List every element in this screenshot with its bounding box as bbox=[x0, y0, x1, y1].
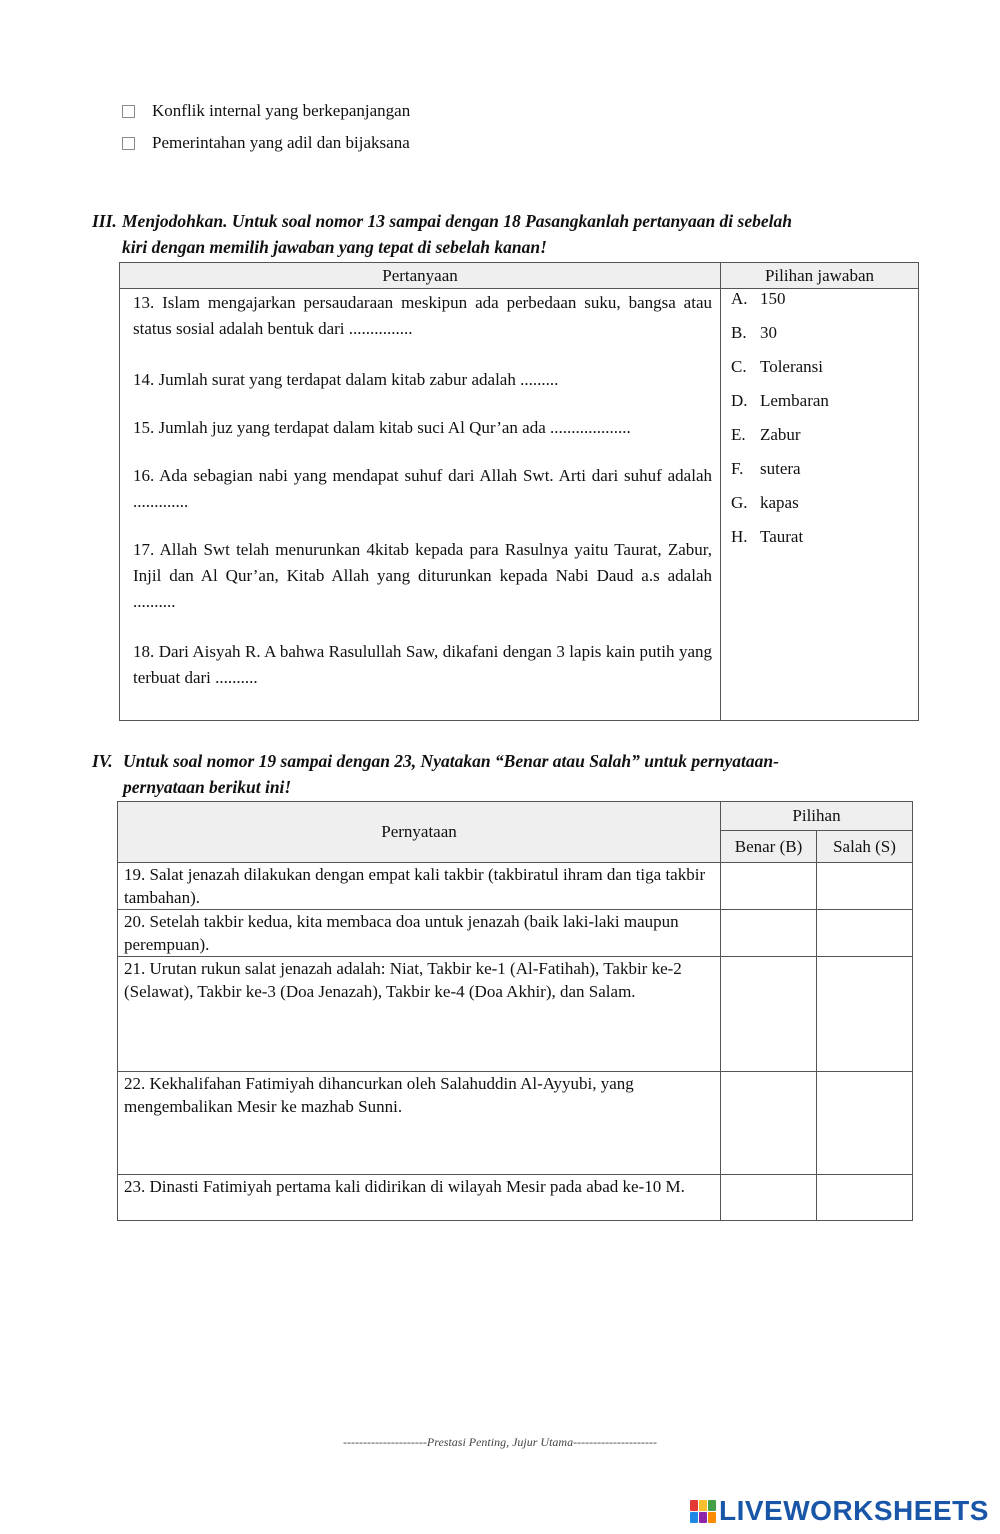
section-number: III. bbox=[92, 211, 117, 231]
answer-option[interactable]: F. sutera bbox=[731, 459, 801, 478]
logo-block bbox=[708, 1500, 716, 1511]
checkbox[interactable] bbox=[122, 105, 135, 118]
column-header: Pilihan bbox=[721, 802, 913, 831]
logo-block bbox=[699, 1500, 707, 1511]
salah-answer-cell[interactable] bbox=[817, 957, 913, 1072]
benar-answer-cell[interactable] bbox=[721, 863, 817, 910]
option-item[interactable] bbox=[122, 101, 410, 121]
logo-block bbox=[699, 1512, 707, 1523]
statement-cell: 19. Salat jenazah dilakukan dengan empat kali takbir (takbiratul ihram dan tiga takbir tambahan). bbox=[118, 863, 721, 910]
answer-option[interactable]: C. Toleransi bbox=[731, 357, 824, 376]
salah-answer-cell[interactable] bbox=[817, 863, 913, 910]
checkbox[interactable] bbox=[122, 137, 135, 150]
question-item[interactable]: 13. Islam mengajarkan persaudaraan meskipun ada perbedaan suku, bangsa atau status sosial adalah bentuk dari ............... bbox=[133, 293, 712, 338]
salah-answer-cell[interactable] bbox=[817, 1175, 913, 1221]
benar-answer-cell[interactable] bbox=[721, 910, 817, 957]
column-header: Benar (B) bbox=[721, 831, 817, 863]
table-row bbox=[118, 863, 913, 910]
statement-cell: 23. Dinasti Fatimiyah pertama kali didirikan di wilayah Mesir pada abad ke-10 M. bbox=[118, 1175, 721, 1221]
heading-line: Untuk soal nomor 19 sampai dengan 23, Nyatakan “Benar atau Salah” untuk pernyataan- bbox=[123, 751, 779, 771]
logo-text: LIVEWORKSHEETS bbox=[719, 1495, 989, 1526]
heading-line: kiri dengan memilih jawaban yang tepat di sebelah kanan! bbox=[122, 237, 547, 257]
table-row bbox=[118, 910, 913, 957]
benar-answer-cell[interactable] bbox=[721, 1072, 817, 1175]
salah-answer-cell[interactable] bbox=[817, 1072, 913, 1175]
section-3-heading bbox=[92, 208, 908, 260]
question-item[interactable]: 14. Jumlah surat yang terdapat dalam kitab zabur adalah ......... bbox=[133, 370, 559, 389]
table-row bbox=[118, 1072, 913, 1175]
logo-mark-icon bbox=[690, 1500, 716, 1523]
logo-block bbox=[690, 1512, 698, 1523]
heading-line: pernyataan berikut ini! bbox=[123, 777, 292, 797]
benar-answer-cell[interactable] bbox=[721, 957, 817, 1072]
statement-cell: 22. Kekhalifahan Fatimiyah dihancurkan oleh Salahuddin Al-Ayyubi, yang mengembalikan Mesir ke mazhab Sunni. bbox=[118, 1072, 721, 1175]
answer-option[interactable]: D. Lembaran bbox=[731, 391, 829, 410]
column-header: Pernyataan bbox=[118, 802, 721, 863]
page-footer: ---------------------Prestasi Penting, Jujur Utama--------------------- bbox=[342, 1435, 658, 1449]
true-false-table bbox=[117, 801, 913, 1221]
question-item[interactable]: 17. Allah Swt telah menurunkan 4kitab kepada para Rasulnya yaitu Taurat, Zabur, Injil dan Al Qur’an, Kitab Allah yang diturunkan kepada Nabi Daud a.s adalah .......... bbox=[133, 540, 712, 611]
questions-cell bbox=[120, 289, 721, 721]
option-label: Pemerintahan yang adil dan bijaksana bbox=[152, 133, 410, 152]
answer-option[interactable]: E. Zabur bbox=[731, 425, 801, 444]
answer-option[interactable]: G. kapas bbox=[731, 493, 799, 512]
option-label: Konflik internal yang berkepanjangan bbox=[152, 101, 411, 120]
answers-cell bbox=[721, 289, 919, 721]
answer-option[interactable]: B. 30 bbox=[731, 323, 777, 342]
table-row bbox=[118, 957, 913, 1072]
option-item[interactable] bbox=[122, 133, 410, 153]
question-item[interactable]: 15. Jumlah juz yang terdapat dalam kitab suci Al Qur’an ada ................... bbox=[133, 418, 631, 437]
statement-cell: 21. Urutan rukun salat jenazah adalah: Niat, Takbir ke-1 (Al-Fatihah), Takbir ke-2 (Selawat), Takbir ke-3 (Doa Jenazah), Takbir ke-4 (Doa Akhir), dan Salam. bbox=[118, 957, 721, 1072]
question-item[interactable]: 18. Dari Aisyah R. A bahwa Rasulullah Saw, dikafani dengan 3 lapis kain putih yang terbuat dari .......... bbox=[133, 642, 712, 687]
matching-table bbox=[119, 262, 919, 721]
logo-block bbox=[690, 1500, 698, 1511]
heading-line: Menjodohkan. Untuk soal nomor 13 sampai dengan 18 Pasangkanlah pertanyaan di sebelah bbox=[122, 211, 792, 231]
answer-option[interactable]: H. Taurat bbox=[731, 527, 804, 546]
section-number: IV. bbox=[92, 751, 113, 771]
column-header: Salah (S) bbox=[817, 831, 913, 863]
column-header: Pertanyaan bbox=[120, 263, 721, 289]
salah-answer-cell[interactable] bbox=[817, 910, 913, 957]
table-row bbox=[118, 1175, 913, 1221]
logo-block bbox=[708, 1512, 716, 1523]
benar-answer-cell[interactable] bbox=[721, 1175, 817, 1221]
question-item[interactable]: 16. Ada sebagian nabi yang mendapat suhuf dari Allah Swt. Arti dari suhuf adalah ............. bbox=[133, 466, 712, 511]
liveworksheets-logo[interactable] bbox=[690, 1495, 989, 1527]
column-header: Pilihan jawaban bbox=[721, 263, 919, 289]
section-4-heading bbox=[92, 748, 908, 800]
statement-cell: 20. Setelah takbir kedua, kita membaca doa untuk jenazah (baik laki-laki maupun perempuan). bbox=[118, 910, 721, 957]
answer-option[interactable]: A. 150 bbox=[731, 289, 786, 308]
